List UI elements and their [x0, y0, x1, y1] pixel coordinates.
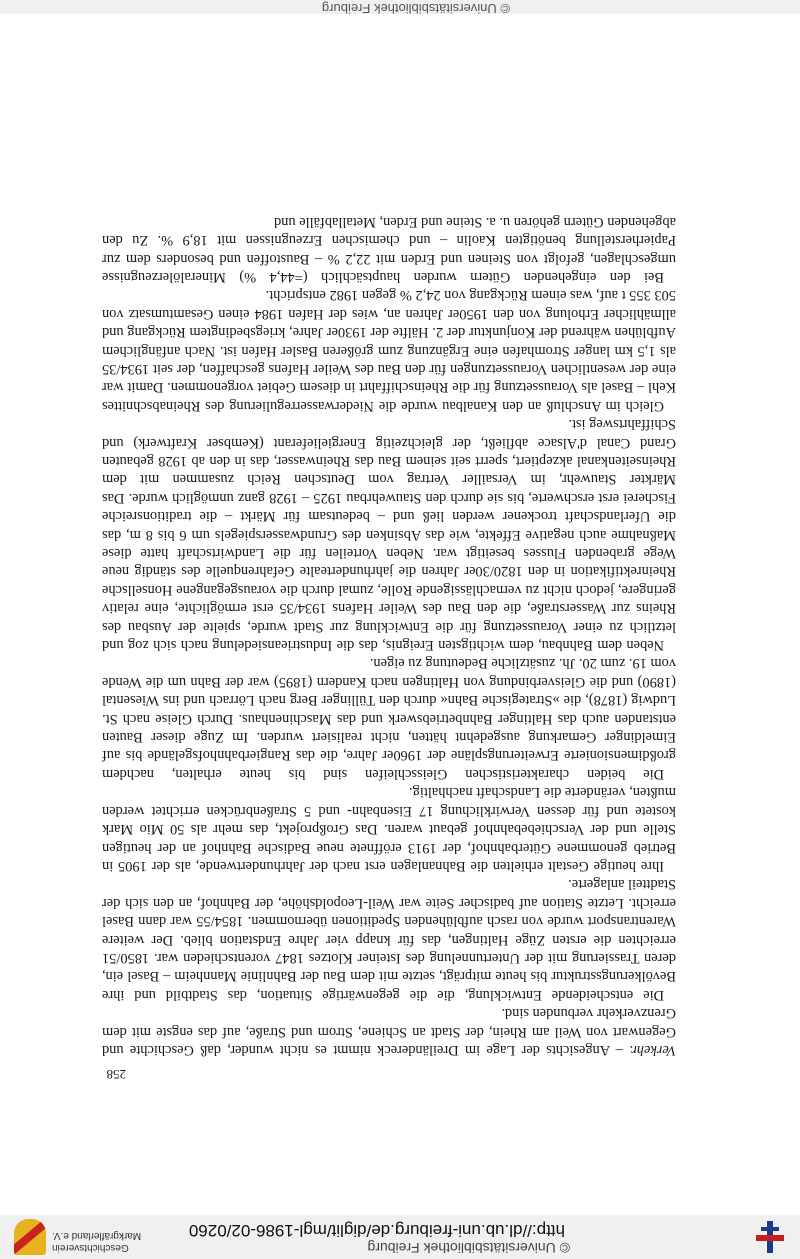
paragraph-text: Die entscheidende Entwicklung, die die gegenwärtige Situation, das Stadtbild und ihre Bevölkerungsstruktur bis heute mitprägt, setzte mit dem Bau der Bahnlinie Mannheim – Basel ein, deren Trassierung mit der Untertunnelung des Isteiner Klotzes 1847 vorentschieden war. 1850/51 erreichten die ersten Züge Haltingen, das für knapp vier Jahre Endstation blieb. Der weitere Warentransport wurde von rasch aufblühenden Speditionen übernommen. 1854/55 war dann Basel erreicht. Letzte Station auf badischer Seite war Weil-Leopoldshöhe, der Bahnhof, an den sich der Stadtteil anlagerte. — [102, 876, 676, 1003]
association-name-line2: Markgräflerland e.V. — [52, 1230, 142, 1241]
association-name — [52, 1229, 160, 1253]
document-page — [0, 14, 800, 1215]
paragraph — [102, 783, 676, 875]
paragraph — [102, 875, 676, 1004]
paragraph — [102, 1004, 676, 1059]
paragraph-text: Ihre heutige Gestalt erhielten die Bahnanlagen erst nach der Jahrhundertwende, als der 1905 in Betrieb genommene Güterbahnhof, der 1913 eröffnete neue Badische Bahnhof an der heutigen Stelle und der Verschiebebahnhof gebaut waren. Das Großprojekt, das mehr als 50 Mio Mark kostete und für dessen Verwirklichung 17 Eisenbahn- und 5 Straßenbrücken errichtet werden mußten, veränderte die Landschaft nachhaltig. — [102, 784, 676, 874]
paragraph — [102, 654, 676, 783]
library-header-bar — [0, 1214, 800, 1259]
paragraph-text: Die beiden charakteristischen Gleisschleifen sind bis heute erhalten, nachdem großdimensionierte Erweiterungspläne der 1960er Jahre, die das Rangierbahnhofsgelände bis auf Eimeldinger Gemarkung ausgedehnt hätten, nicht realisiert wurden. Im Zuge dieser Bauten entstanden auch das Haltinger Bahnbetriebswerk und das Maschinenhaus. Durch Gleise nach St. Ludwig (1878), die »Strategische Bahn« durch den Tüllinger Berg nach Lörrach und ins Wiesental (1890) und die Gleisverbindung von Haltingen nach Kandern (1895) war der Bahn um die Wende vom 19. zum 20. Jh. zusätzliche Bedeutung zu eigen. — [102, 655, 676, 782]
coat-of-arms-icon — [14, 1219, 46, 1255]
paragraph — [102, 212, 676, 286]
permalink-url[interactable]: http://dl.ub.uni-freiburg.de/diglit/mgl-1986-02/0260 — [188, 1221, 565, 1240]
paragraph-text: Gleich im Anschluß an den Kanalbau wurde die Niederwasserregulierung des Rheinabschnittes Kehl – Basel als Voraussetzung für die Rheinschiffahrt in diesem Gebiet vorgenommen. Damit war eine der wesentlichen Voraussetzungen für den Bau des Weiler Hafens geschaffen, der seit 1934/35 als 1,5 km langer Stromhafen eine Ergänzung zum größeren Basler Hafen ist. Nach anfänglichem Aufblühen während der Konjunktur der 2. Hälfte der 1930er Jahre, kriegsbedingtem Rückgang und allmählicher Erholung von den 1950er Jahren an, wies der Hafen 1984 einen Gesamtumsatz von 503 355 t auf, was einem Rückgang von 24,2 % gegen 1982 entspricht. — [102, 287, 676, 414]
library-credit: © Universitätsbibliothek Freiburg — [367, 1240, 570, 1256]
paragraph — [102, 286, 676, 415]
paragraph-lead: Verkehr. — [629, 1042, 676, 1058]
footer-credit-snippet: © Universitätsbibliothek Freiburg — [321, 1, 510, 16]
paragraph-text: Bei den eingehenden Gütern wurden hauptsächlich (=44,4 %) Mineralölerzeugnisse umgeschlagen, gefolgt von Steinen und Erden mit 22,2 % – Baustoffen und besonders dem zur Papierherstellung benötigten Kaolin – und chemischen Erzeugnissen mit 18,9 %. Zu den abgehenden Gütern gehören u. a. Steine und Erden, Metallabfälle und — [102, 213, 676, 285]
association-name-line1: Geschichtsverein — [52, 1242, 129, 1253]
paragraph — [102, 415, 676, 654]
paragraph-text: – Angesichts der Lage im Dreiländereck nimmt es nicht wunder, daß Geschichte und Gegenwart von Weil am Rhein, der Stadt an Schiene, Strom und Straße, auf das engste mit dem Grenzverkehr verbunden sind. — [102, 1005, 676, 1058]
page-number: 258 — [106, 1067, 126, 1082]
university-logo-icon — [754, 1221, 786, 1253]
footer-edge-bar — [0, 0, 800, 14]
paragraph-text: Neben dem Bahnbau, dem wichtigsten Ereignis, das die Industrieansiedelung nach sich zog und letztlich zu einer Voraussetzung für die Entwicklung zur Stadt wurde, spielte der Ausbau des Rheins zur Wasserstraße, die den Bau des Weiler Hafens 1934/35 erst ermöglichte, eine relativ geringere, jedoch nicht zu vernachlässigende Rolle, zumal durch die vorausgegangene Honsellsche Rheinrektifikation in den 1820/30er Jahren die jahrhundertealte Gefahrenquelle des ständig neue Wege grabenden Flusses beseitigt war. Neben Vorteilen für die Landwirtschaft hatte diese Maßnahme auch negative Effekte, wie das Absinken des Grundwasserspiegels um 6 bis 8 m, das die Uferlandschaft trockener werden ließ und – bedeutsam für Märkt – die traditionsreiche Fischerei erst erschwerte, bis sie durch den Stauwehrbau 1925 – 1928 ganz unmöglich wurde. Das Märkter Stauwehr, im Versailler Vertrag vom Deutschen Reich zusammen mit dem Rheinseitenkanal akzeptiert, sperrt seit seinem Bau das Rheinwasser, das in den ab 1928 gebauten Grand Canal d'Alsace abfließt, der gleichzeitig Energielieferant (Kembser Kraftwerk) und Schiffahrtsweg ist. — [102, 416, 676, 654]
body-text — [102, 212, 676, 1059]
